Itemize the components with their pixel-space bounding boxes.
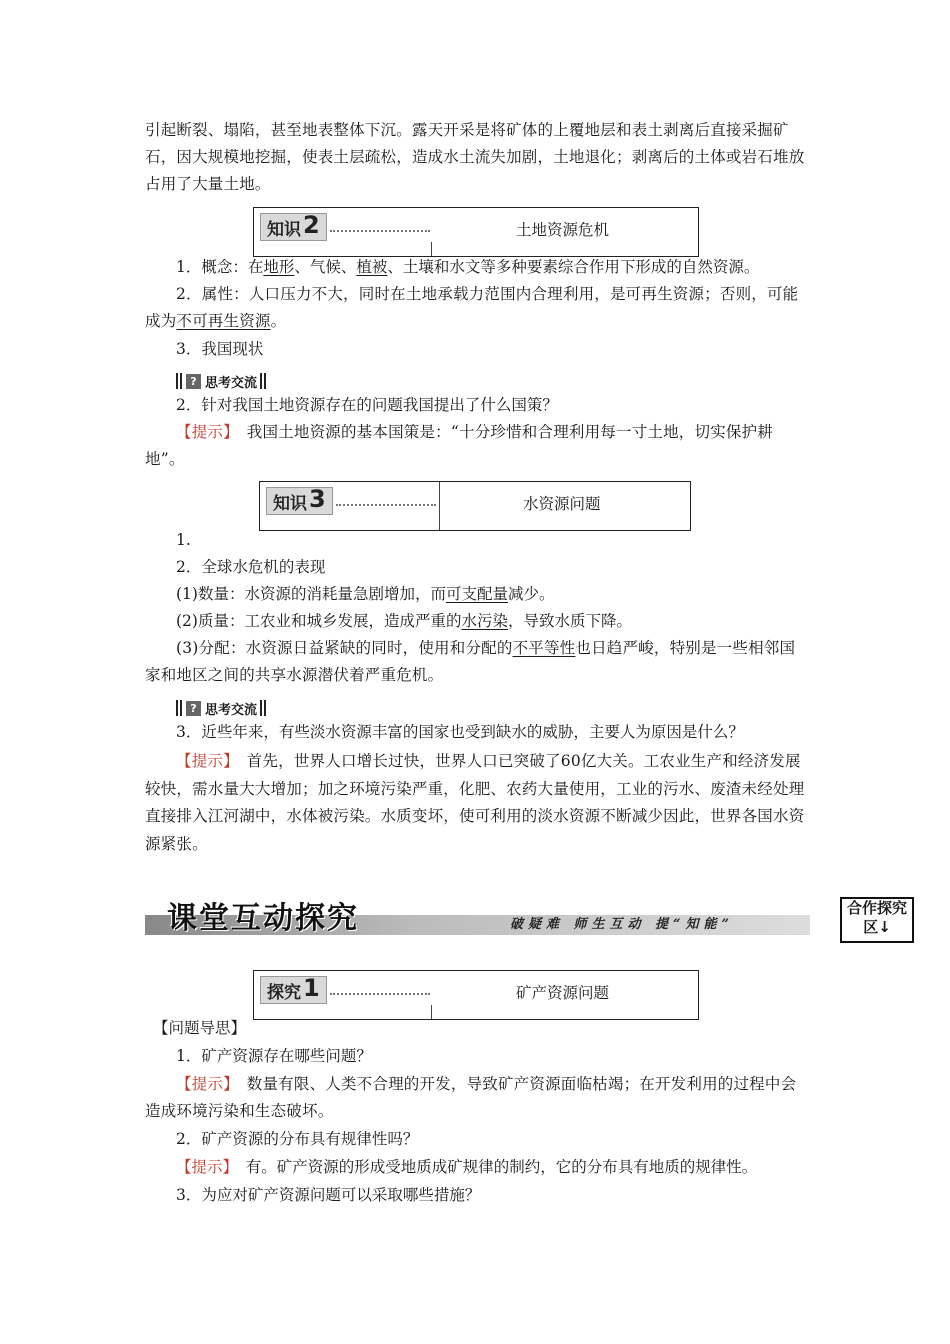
knowledge-2-box: [253, 207, 699, 257]
dotted-divider: [330, 230, 430, 232]
divider-tick: [431, 1005, 432, 1019]
answer-3: 【提示】 首先，世界人口增长过快，世界人口已突破了60亿大关。工农业生产和经济发展较快，需水量大大增加；加之环境污染严重，化肥、农药大量使用，工业的污水、废渣未经处理直接排入江河湖中，水体被污染。水质变坏，使可利用的淡水资源不断减少因此，世界各国水资源紧张。: [145, 752, 805, 853]
question-icon: ?: [186, 701, 201, 716]
guide-heading: 【问题导思】: [153, 1019, 247, 1037]
explore-question-3: 3．为应对矿产资源问题可以采取哪些措施？: [176, 1186, 481, 1204]
k2-item-2: 2．属性：人口压力不大，同时在土地承载力范围内合理利用，是可再生资源；否则，可能成为不可再生资源。: [145, 285, 799, 330]
k2-item-1: 1．概念：在地形、气候、植被、土壤和水文等多种要素综合作用下形成的自然资源。: [176, 258, 760, 276]
question-icon: ?: [186, 374, 201, 389]
intro-paragraph: 引起断裂、塌陷，甚至地表整体下沉。露天开采是将矿体的上覆地层和表土剥离后直接采掘矿石，因大规模地挖掘，使表土层疏松，造成水土流失加剧，土地退化；剥离后的土体或岩石堆放占用了大量土地。: [145, 121, 805, 193]
section-banner: [145, 893, 810, 937]
k3-item-1: 1.: [176, 531, 191, 549]
explore-question-2: 2．矿产资源的分布具有规律性吗？: [176, 1130, 419, 1148]
k3-sub-1: (1)数量：水资源的消耗量急剧增加，而可支配量减少。: [176, 585, 555, 603]
knowledge-2-badge: 知识2: [260, 213, 327, 241]
explore-answer-2: 【提示】 有。矿产资源的形成受地质成矿规律的制约，它的分布具有地质的规律性。: [176, 1158, 758, 1176]
exploration-1-title: 矿产资源问题: [516, 984, 610, 1002]
question-3: 3．近些年来，有些淡水资源丰富的国家也受到缺水的威胁，主要人为原因是什么？: [176, 723, 744, 741]
knowledge-3-badge: 知识3: [266, 487, 333, 515]
knowledge-3-box: [259, 481, 691, 531]
dotted-divider: [330, 993, 430, 995]
question-2: 2．针对我国土地资源存在的问题我国提出了什么国策？: [176, 396, 558, 414]
cooperative-inquiry-badge: 合作探究区↓: [840, 897, 914, 943]
k3-sub-2: (2)质量：工农业和城乡发展，造成严重的水污染，导致水质下降。: [176, 612, 632, 630]
k3-sub-3: (3)分配：水资源日益紧缺的同时，使用和分配的不平等性也日趋严峻，特别是一些相邻国家和地区之间的共享水源潜伏着严重危机。: [145, 639, 796, 684]
divider-line: [439, 482, 440, 530]
exploration-1-badge: 探究1: [260, 976, 327, 1004]
think-exchange-label-2: ? 思考交流: [176, 698, 268, 718]
banner-title: 课堂互动探究: [167, 901, 359, 936]
exploration-1-box: [253, 970, 699, 1020]
banner-subtitle: 破疑难 师生互动 提“知能”: [510, 917, 735, 932]
knowledge-3-title: 水资源问题: [523, 495, 601, 513]
explore-answer-1: 【提示】 数量有限、人类不合理的开发，导致矿产资源面临枯竭；在开发利用的过程中会造成环境污染和生态破坏。: [145, 1075, 797, 1120]
answer-2: 【提示】 我国土地资源的基本国策是：“十分珍惜和合理利用每一寸土地，切实保护耕地”。: [145, 423, 773, 468]
explore-question-1: 1．矿产资源存在哪些问题？: [176, 1047, 372, 1065]
k3-item-2: 2．全球水危机的表现: [176, 558, 326, 576]
think-exchange-label-1: ? 思考交流: [176, 371, 268, 391]
k2-item-3: 3．我国现状: [176, 340, 264, 358]
dotted-divider: [336, 504, 436, 506]
knowledge-2-title: 土地资源危机: [516, 221, 610, 239]
